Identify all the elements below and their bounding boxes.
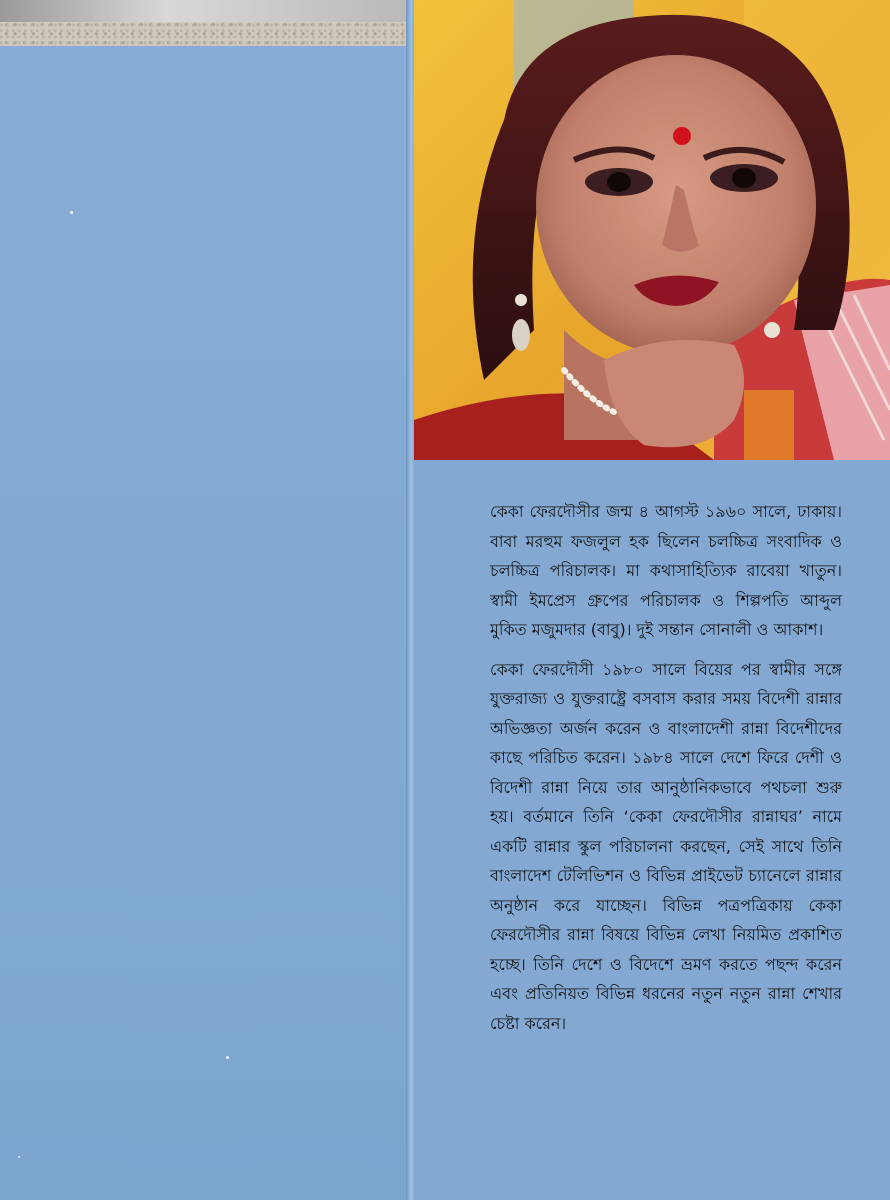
scanner-top-strip [0, 0, 416, 22]
back-cover-panel [0, 46, 410, 1200]
speck [226, 1056, 229, 1059]
bio-paragraph-1: কেকা ফেরদৌসীর জন্ম ৪ আগস্ট ১৯৬০ সালে, ঢাকায়। বাবা মরহুম ফজলুল হক ছিলেন চলচ্চিত্র সংবাদিক ও চলচ্চিত্র পরিচালক। মা কথাসাহিত্যিক রাবেয়া খাতুন। স্বামী ইমপ্রেস গ্রুপের পরিচালক ও শিল্পপতি আব্দুল মুকিত মজুমদার (বাবু)। দুই সন্তান সোনালী ও আকাশ। [490, 502, 842, 639]
paper-edge [0, 22, 416, 46]
speck [70, 211, 73, 214]
speck [18, 1156, 20, 1158]
author-bio [490, 497, 842, 1048]
bio-paragraph-2: কেকা ফেরদৌসী ১৯৮০ সালে বিয়ের পর স্বামীর সঙ্গে যুক্তরাজ্য ও যুক্তরাষ্ট্রে বসবাস করার সময় বিদেশী রান্নার অভিজ্ঞতা অর্জন করেন ও বাংলাদেশী রান্না বিদেশীদের কাছে পরিচিত করেন। ১৯৮৪ সালে দেশে ফিরে দেশী ও বিদেশী রান্না নিয়ে তার আনুষ্ঠানিকভাবে পথচলা শুরু হয়। বর্তমানে তিনি ‘কেকা ফেরদৌসীর রান্নাঘর’ নামে একটি রান্নার স্কুল পরিচালনা করছেন, সেই সাথে তিনি বাংলাদেশ টেলিভিশন ও বিভিন্ন প্রাইভেট চ্যানেলে রান্নার অনুষ্ঠান করে যাচ্ছেন। বিভিন্ন পত্রপত্রিকায় কেকা ফেরদৌসীর রান্না বিষয়ে বিভিন্ন লেখা নিয়মিত প্রকাশিত হচ্ছে। তিনি দেশে ও বিদেশে ভ্রমণ করতে পছন্দ করেন এবং প্রতিনিয়ত বিভিন্ন ধরনের নতুন নতুন রান্না শেখার চেষ্টা করেন। [490, 659, 842, 1033]
portrait-photo [414, 0, 890, 460]
